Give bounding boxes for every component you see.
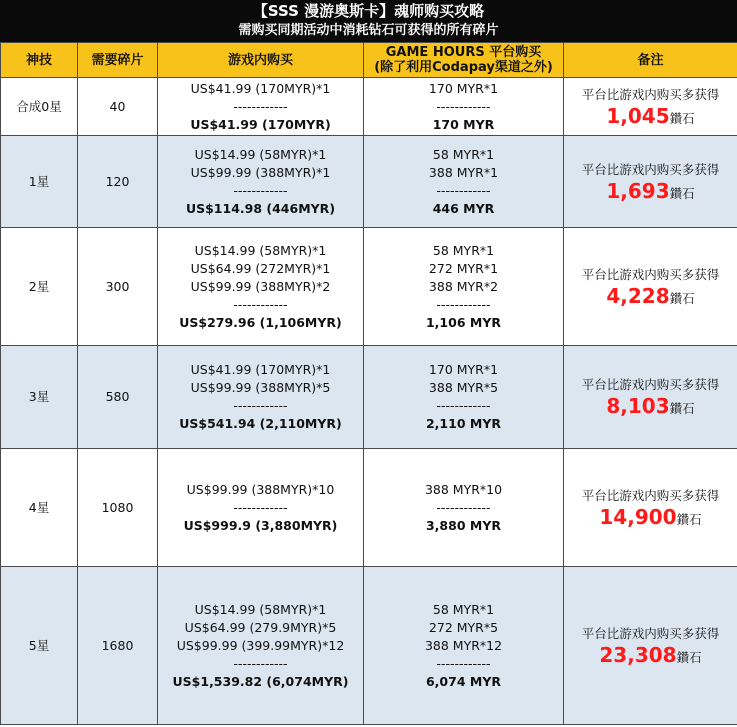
diamond-unit: 鑽石: [676, 511, 702, 527]
ingame-cell: [158, 449, 364, 567]
diamond-amount: 14,900: [599, 504, 677, 529]
col-header-gamehours-line1: GAME HOURS 平台购买: [385, 45, 542, 60]
gamehours-purchase-line: 170 MYR*1: [428, 362, 499, 377]
gamehours-purchase-line: 388 MYR*12: [424, 637, 503, 653]
ingame-total: US$114.98 (446MYR): [185, 200, 336, 216]
ingame-purchase-line: US$64.99 (279.9MYR)*5: [184, 619, 337, 635]
ingame-cell: [158, 136, 364, 228]
ingame-purchase-line: US$99.99 (388MYR)*10: [186, 481, 335, 497]
diamond-amount: 8,103: [606, 394, 670, 418]
gamehours-purchase-line: 58 MYR*1: [432, 242, 495, 258]
col-header-shards: 需要碎片: [78, 43, 158, 78]
gamehours-cell: [364, 567, 564, 725]
gamehours-total: 170 MYR: [432, 116, 495, 132]
table-header-row: [1, 43, 737, 78]
ingame-cell: [158, 346, 364, 449]
gamehours-purchase-line: 388 MYR*1: [428, 164, 499, 180]
gamehours-total: 446 MYR: [432, 200, 495, 216]
shards-cell: 120: [78, 136, 158, 228]
diamond-unit: 鑽石: [669, 401, 695, 416]
note-cell: [564, 228, 737, 346]
shards-cell: 580: [78, 346, 158, 449]
diamond-amount: 23,308: [599, 642, 677, 667]
diamond-unit: 鑽石: [676, 649, 702, 665]
page-title: 【SSS 漫游奥斯卡】魂师购买攻略: [252, 2, 485, 20]
separator-line: ------------: [436, 499, 491, 515]
note-cell: [564, 449, 737, 567]
table-row: [1, 346, 737, 449]
diamond-bonus: [564, 505, 737, 529]
diamond-bonus: [564, 179, 737, 203]
diamond-unit: 鑽石: [669, 185, 695, 201]
shards-cell: 40: [78, 78, 158, 136]
col-header-ingame: 游戏内购买: [158, 43, 364, 78]
col-header-gamehours: [364, 43, 564, 78]
note-cell: [564, 78, 737, 136]
note-text: 平台比游戏内购买多获得: [581, 487, 720, 503]
gamehours-purchase-line: 58 MYR*1: [432, 146, 495, 162]
ingame-purchase-line: US$41.99 (170MYR)*1: [190, 362, 331, 377]
table-row: [1, 228, 737, 346]
ingame-cell: [158, 78, 364, 136]
ingame-purchase-line: US$99.99 (399.99MYR)*12: [176, 637, 345, 653]
shards-cell: 1680: [78, 567, 158, 725]
note-cell: [564, 346, 737, 449]
page-subtitle: 需购买同期活动中消耗钻石可获得的所有碎片: [238, 23, 499, 38]
ingame-purchase-line: US$99.99 (388MYR)*2: [190, 278, 331, 294]
note-text: 平台比游戏内购买多获得: [581, 86, 720, 102]
col-header-gamehours-line2: (除了利用Codapay渠道之外): [374, 60, 553, 75]
gamehours-total: 2,110 MYR: [425, 416, 501, 431]
gamehours-purchase-line: 170 MYR*1: [428, 80, 499, 96]
note-text: 平台比游戏内购买多获得: [581, 625, 720, 641]
star-cell: 5星: [1, 567, 78, 725]
diamond-unit: 鑽石: [669, 290, 695, 306]
ingame-total: US$999.9 (3,880MYR): [183, 517, 338, 533]
gamehours-cell: [364, 228, 564, 346]
ingame-total: US$279.96 (1,106MYR): [179, 314, 342, 330]
ingame-total: US$541.94 (2,110MYR): [179, 416, 342, 431]
note-text: 平台比游戏内购买多获得: [581, 161, 720, 177]
gamehours-total: 6,074 MYR: [425, 673, 501, 689]
gamehours-purchase-line: 272 MYR*1: [428, 260, 499, 276]
star-cell: 4星: [1, 449, 78, 567]
separator-line: ------------: [436, 655, 491, 671]
note-text: 平台比游戏内购买多获得: [581, 266, 720, 282]
shards-cell: 300: [78, 228, 158, 346]
diamond-bonus: [564, 643, 737, 667]
note-cell: [564, 567, 737, 725]
separator-line: ------------: [233, 398, 288, 413]
separator-line: ------------: [436, 398, 491, 413]
separator-line: ------------: [233, 296, 288, 312]
star-cell: 3星: [1, 346, 78, 449]
ingame-purchase-line: US$64.99 (272MYR)*1: [190, 260, 331, 276]
gamehours-purchase-line: 272 MYR*5: [428, 619, 499, 635]
col-header-star: 神技: [1, 43, 78, 78]
ingame-purchase-line: US$99.99 (388MYR)*5: [190, 380, 331, 395]
diamond-bonus: [564, 104, 737, 128]
table-row: [1, 136, 737, 228]
purchase-table: [0, 42, 737, 725]
star-cell: 2星: [1, 228, 78, 346]
ingame-cell: [158, 567, 364, 725]
separator-line: ------------: [233, 655, 288, 671]
diamond-amount: 4,228: [606, 283, 670, 308]
diamond-bonus: [564, 394, 737, 418]
separator-line: ------------: [436, 98, 491, 114]
gamehours-cell: [364, 346, 564, 449]
ingame-purchase-line: US$41.99 (170MYR)*1: [190, 80, 331, 96]
gamehours-purchase-line: 388 MYR*5: [428, 380, 499, 395]
shards-cell: 1080: [78, 449, 158, 567]
table-body: [1, 78, 737, 725]
separator-line: ------------: [233, 499, 288, 515]
gamehours-total: 3,880 MYR: [425, 517, 501, 533]
ingame-purchase-line: US$14.99 (58MYR)*1: [194, 601, 327, 617]
gamehours-purchase-line: 388 MYR*10: [424, 481, 503, 497]
diamond-bonus: [564, 284, 737, 308]
ingame-purchase-line: US$99.99 (388MYR)*1: [190, 164, 331, 180]
gamehours-cell: [364, 136, 564, 228]
star-cell: 1星: [1, 136, 78, 228]
table-row: [1, 567, 737, 725]
diamond-unit: 鑽石: [669, 110, 695, 126]
col-header-note: 备注: [564, 43, 737, 78]
gamehours-total: 1,106 MYR: [425, 314, 501, 330]
separator-line: ------------: [233, 182, 288, 198]
note-cell: [564, 136, 737, 228]
note-text: 平台比游戏内购买多获得: [581, 377, 720, 392]
gamehours-cell: [364, 449, 564, 567]
separator-line: ------------: [436, 182, 491, 198]
ingame-purchase-line: US$14.99 (58MYR)*1: [194, 146, 327, 162]
diamond-amount: 1,693: [606, 178, 670, 203]
gamehours-purchase-line: 388 MYR*2: [428, 278, 499, 294]
diamond-amount: 1,045: [606, 103, 670, 128]
ingame-total: US$41.99 (170MYR): [190, 116, 331, 132]
ingame-purchase-line: US$14.99 (58MYR)*1: [194, 242, 327, 258]
gamehours-purchase-line: 58 MYR*1: [432, 601, 495, 617]
separator-line: ------------: [436, 296, 491, 312]
table-row: [1, 78, 737, 136]
ingame-cell: [158, 228, 364, 346]
star-cell: 合成0星: [1, 78, 78, 136]
table-row: [1, 449, 737, 567]
gamehours-cell: [364, 78, 564, 136]
separator-line: ------------: [233, 98, 288, 114]
title-banner: [0, 0, 737, 42]
ingame-total: US$1,539.82 (6,074MYR): [172, 673, 349, 689]
